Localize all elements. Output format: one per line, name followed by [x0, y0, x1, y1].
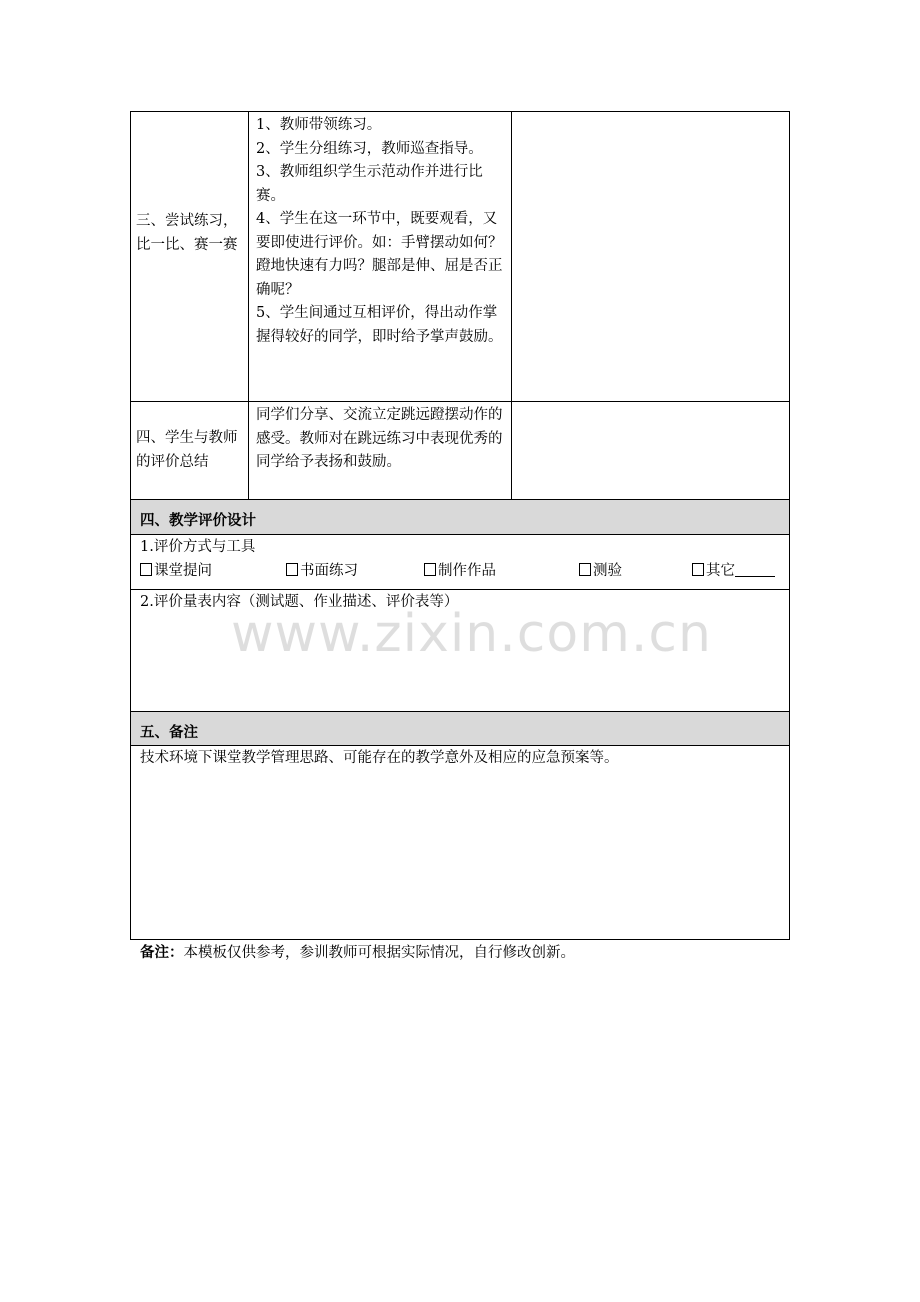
- row-line: [130, 711, 790, 712]
- activity-cell: [256, 404, 508, 475]
- activity-step: 同学们分享、交流立定跳远蹬摆动作的感受。教师对在跳远练习中表现优秀的同学给予表扬和鼓励。: [256, 407, 503, 470]
- row-line: [130, 589, 790, 590]
- remarks-text: 技术环境下课堂教学管理思路、可能存在的教学意外及相应的应急预案等。: [140, 750, 619, 766]
- checkbox-icon[interactable]: [692, 563, 704, 576]
- activity-cell: [256, 114, 508, 349]
- stage-label: 三、尝试练习，比一比、赛一赛: [136, 213, 238, 253]
- activity-step: 3、教师组织学生示范动作并进行比赛。: [256, 164, 483, 204]
- other-blank-field[interactable]: [735, 562, 775, 577]
- divider-col-1: [248, 111, 249, 499]
- row-line: [130, 534, 790, 535]
- activity-step: 1、教师带领练习。: [256, 117, 382, 133]
- option-make-work[interactable]: 制作作品: [424, 560, 496, 582]
- stage-label: 四、学生与教师的评价总结: [136, 430, 238, 470]
- option-class-question[interactable]: 课堂提问: [140, 560, 212, 582]
- activity-step: 4、学生在这一环节中，既要观看，又要即使进行评价。如：手臂摆动如何？蹬地快速有力吗？腿部是伸、屈是否正确呢？: [256, 211, 503, 298]
- divider-col-2: [511, 111, 512, 499]
- stage-cell: [136, 427, 246, 474]
- footnote-text: 本模板仅供参考，参训教师可根据实际情况，自行修改创新。: [183, 945, 575, 961]
- row-line: [130, 401, 790, 402]
- checkbox-icon[interactable]: [424, 563, 436, 576]
- remarks-title: 五、备注: [140, 724, 198, 741]
- activity-step: 2、学生分组练习，教师巡查指导。: [256, 140, 483, 157]
- row-line: [130, 745, 790, 746]
- evaluation-options: [140, 560, 780, 582]
- evaluation-title: 四、教学评价设计: [140, 512, 256, 529]
- footnote-label: 备注：: [140, 944, 184, 961]
- activity-step: 5、学生间通过互相评价，得出动作掌握得较好的同学，即时给予掌声鼓励。: [256, 305, 503, 345]
- row-line: [130, 499, 790, 500]
- option-test[interactable]: 测验: [579, 560, 622, 582]
- remarks-header-bg: [131, 711, 789, 745]
- evaluation-method-label: 1.评价方式与工具: [140, 539, 256, 555]
- evaluation-scale-label: 2.评价量表内容（测试题、作业描述、评价表等）: [140, 594, 459, 610]
- watermark: www.zixin.com.cn: [231, 604, 712, 664]
- option-other[interactable]: 其它: [692, 560, 775, 582]
- footnote: [140, 942, 575, 964]
- checkbox-icon[interactable]: [286, 563, 298, 576]
- option-written-exercise[interactable]: 书面练习: [286, 560, 358, 582]
- checkbox-icon[interactable]: [140, 563, 152, 576]
- stage-cell: [136, 210, 246, 257]
- checkbox-icon[interactable]: [579, 563, 591, 576]
